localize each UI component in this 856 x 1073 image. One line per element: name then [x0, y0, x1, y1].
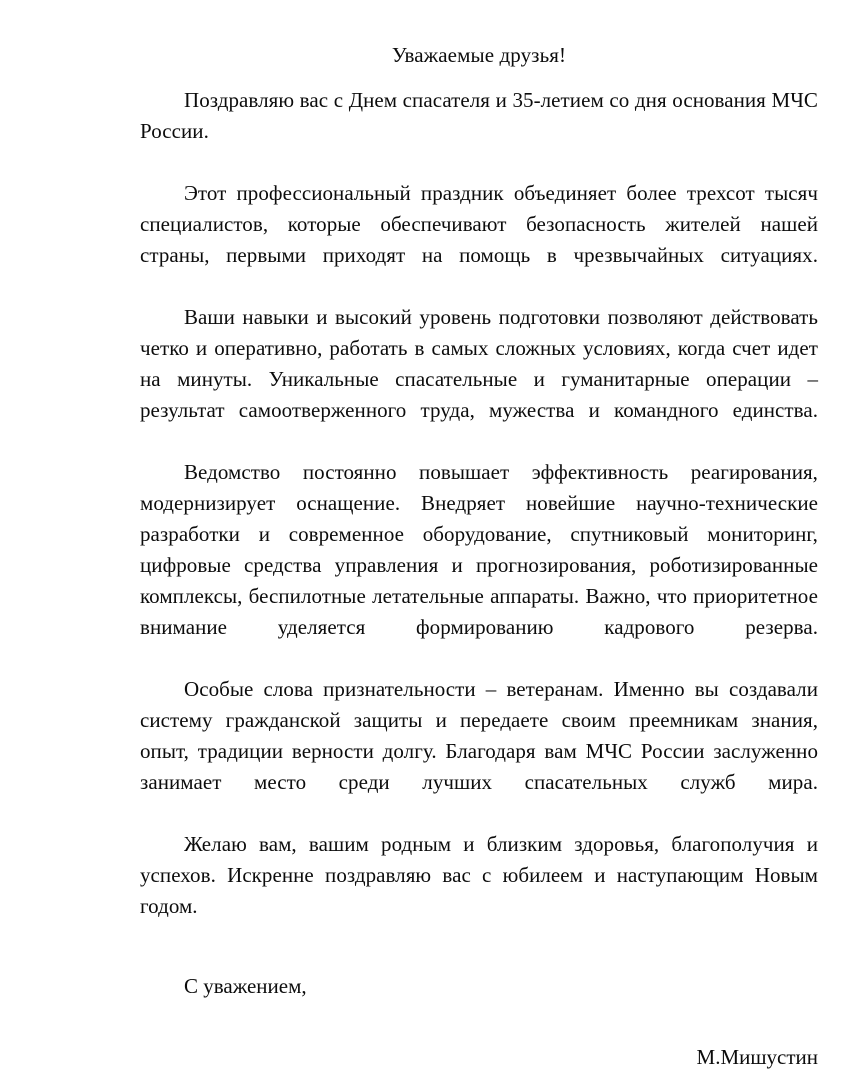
paragraph-6: Желаю вам, вашим родным и близким здоровья, благополучия и успехов. Искренне поздравляю вас с юбилеем и наступающим Новым годом. [140, 832, 818, 918]
paragraph-5: Особые слова признательности – ветеранам. Именно вы создавали систему гражданской защиты и передаете своим преемникам знания, опыт, традиции верности долгу. Благодаря вам МЧС России заслуженно занимает место среди лучших спасательных служб мира. [140, 677, 818, 794]
signature-name: М.Мишустин [696, 1045, 818, 1069]
paragraph-2: Этот профессиональный праздник объединяет более трехсот тысяч специалистов, которые обеспечивают безопасность жителей нашей страны, первыми приходят на помощь в чрезвычайных ситуациях. [140, 181, 818, 267]
paragraph-3: Ваши навыки и высокий уровень подготовки позволяют действовать четко и оперативно, работать в самых сложных условиях, когда счет идет на минуты. Уникальные спасательные и гуманитарные операции – результат самоотверженного труда, мужества и командного единства. [140, 305, 818, 422]
paragraph-4: Ведомство постоянно повышает эффективность реагирования, модернизирует оснащение. Внедряет новейшие научно-технические разработки и современное оборудование, спутниковый мониторинг, цифровые средства управления и прогнозирования, роботизированные комплексы, беспилотные летательные аппараты. Важно, что приоритетное внимание уделяется формированию кадрового резерва. [140, 460, 818, 639]
salutation: Уважаемые друзья! [391, 43, 567, 67]
closing-line: С уважением, [184, 974, 307, 998]
paragraph-1: Поздравляю вас с Днем спасателя и 35-летием со дня основания МЧС России. [140, 88, 818, 143]
document-body [140, 40, 818, 1073]
closing-block [140, 971, 818, 1002]
